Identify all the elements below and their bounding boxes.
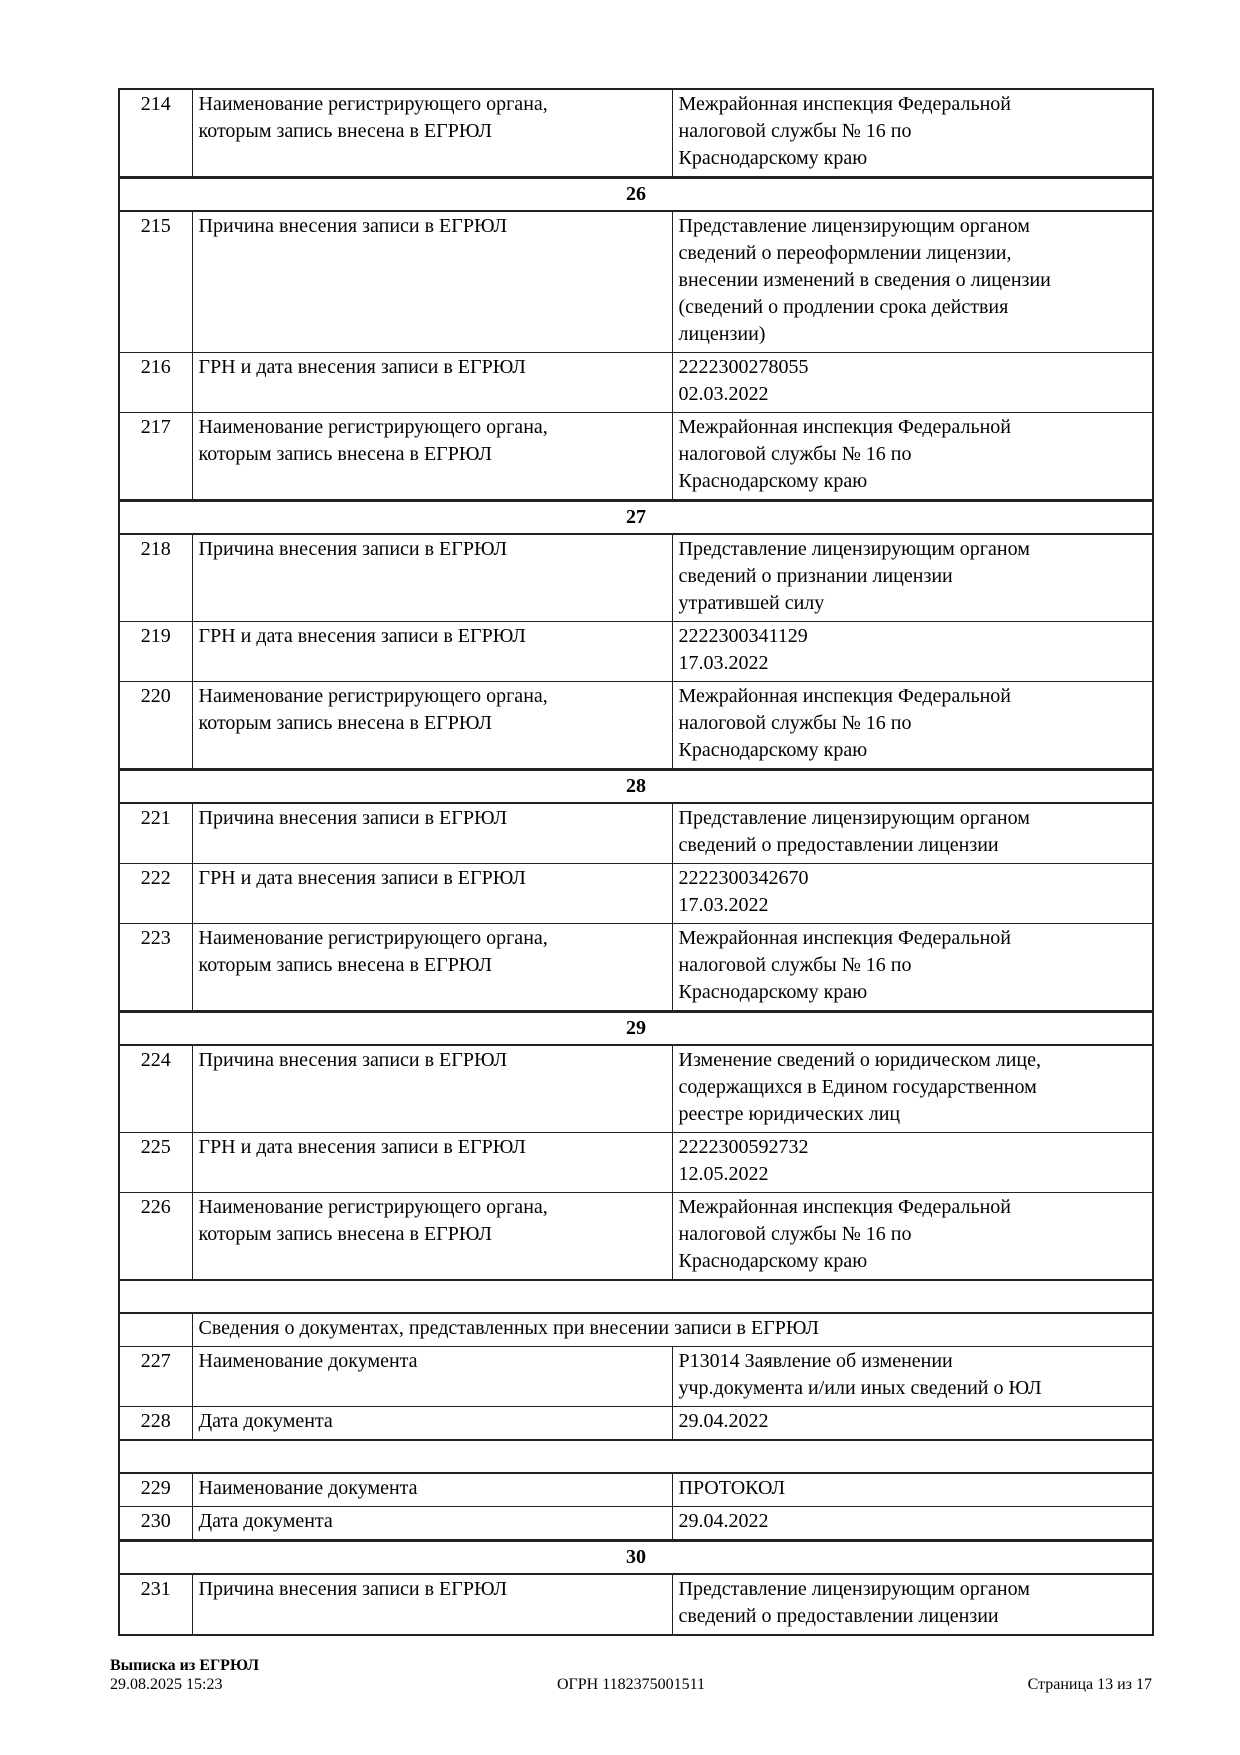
record-row-223 <box>119 924 1153 1012</box>
field-name-line: Причина внесения записи в ЕГРЮЛ <box>198 215 508 237</box>
field-value-cell <box>672 1193 1153 1281</box>
field-value-cell <box>672 864 1153 924</box>
spacer-cell <box>119 1440 1153 1473</box>
field-name-line: Наименование регистрирующего органа, <box>198 685 548 707</box>
field-name-cell <box>192 1574 672 1635</box>
field-name-cell <box>192 1407 672 1441</box>
field-name-cell <box>192 1133 672 1193</box>
field-name-line: Наименование документа <box>198 1477 418 1499</box>
field-value-cell <box>672 1133 1153 1193</box>
section-number: 29 <box>119 1012 1153 1046</box>
field-value-line: Межрайонная инспекция Федеральной <box>678 93 1011 115</box>
field-value-line: налоговой службы № 16 по <box>678 1223 912 1245</box>
documents-subheader-row <box>119 1313 1153 1347</box>
record-number-cell: 226 <box>119 1193 192 1281</box>
field-value-line: Межрайонная инспекция Федеральной <box>678 1196 1011 1218</box>
record-row-218 <box>119 534 1153 622</box>
footer-page-number: Страница 13 из 17 <box>1027 1676 1152 1693</box>
record-number-cell: 221 <box>119 803 192 864</box>
record-number-cell: 223 <box>119 924 192 1012</box>
field-value-cell <box>672 1407 1153 1441</box>
field-value-cell <box>672 1347 1153 1407</box>
record-row-222 <box>119 864 1153 924</box>
record-row-227 <box>119 1347 1153 1407</box>
field-value-line: Межрайонная инспекция Федеральной <box>678 685 1011 707</box>
record-row-225 <box>119 1133 1153 1193</box>
documents-subheader-title: Сведения о документах, представленных при внесении записи в ЕГРЮЛ <box>192 1313 1153 1347</box>
field-value-cell <box>672 211 1153 353</box>
field-value-line: налоговой службы № 16 по <box>678 954 912 976</box>
field-name-line: которым запись внесена в ЕГРЮЛ <box>198 712 492 734</box>
record-number-cell: 214 <box>119 89 192 178</box>
field-value-cell <box>672 353 1153 413</box>
field-name-cell <box>192 1193 672 1281</box>
field-value-line: утратившей силу <box>678 592 825 614</box>
field-value-line: Краснодарскому краю <box>678 470 868 492</box>
field-name-cell <box>192 413 672 501</box>
footer-datetime: 29.08.2025 15:23 <box>110 1676 223 1693</box>
record-row-226 <box>119 1193 1153 1281</box>
section-number: 30 <box>119 1541 1153 1575</box>
field-name-cell <box>192 803 672 864</box>
record-number-cell: 227 <box>119 1347 192 1407</box>
field-value-line: Краснодарскому краю <box>678 1250 868 1272</box>
field-name-line: Дата документа <box>198 1410 333 1432</box>
record-row-224 <box>119 1045 1153 1133</box>
field-value-cell <box>672 803 1153 864</box>
field-value-line: Представление лицензирующим органом <box>678 807 1030 829</box>
record-row-219 <box>119 622 1153 682</box>
field-value-line: Представление лицензирующим органом <box>678 215 1030 237</box>
field-value-line: реестре юридических лиц <box>678 1103 901 1125</box>
page-footer <box>110 1656 1152 1696</box>
field-value-line: Представление лицензирующим органом <box>678 538 1030 560</box>
field-value-cell <box>672 1473 1153 1507</box>
record-number-cell: 225 <box>119 1133 192 1193</box>
record-row-215 <box>119 211 1153 353</box>
record-row-221 <box>119 803 1153 864</box>
record-row-229 <box>119 1473 1153 1507</box>
field-name-line: ГРН и дата внесения записи в ЕГРЮЛ <box>198 867 526 889</box>
record-number-cell: 224 <box>119 1045 192 1133</box>
section-header-row <box>119 1012 1153 1046</box>
field-value-cell <box>672 534 1153 622</box>
record-number-cell: 222 <box>119 864 192 924</box>
field-value-line: сведений о предоставлении лицензии <box>678 834 999 856</box>
record-number-cell: 229 <box>119 1473 192 1507</box>
field-value-line: Р13014 Заявление об изменении <box>678 1350 953 1372</box>
field-value-cell <box>672 1574 1153 1635</box>
record-number-cell: 220 <box>119 682 192 770</box>
field-value-line: 12.05.2022 <box>678 1163 769 1185</box>
field-name-line: ГРН и дата внесения записи в ЕГРЮЛ <box>198 1136 526 1158</box>
field-value-cell <box>672 1507 1153 1541</box>
field-value-line: Представление лицензирующим органом <box>678 1578 1030 1600</box>
section-number: 28 <box>119 770 1153 804</box>
field-value-line: ПРОТОКОЛ <box>678 1477 786 1499</box>
field-value-cell <box>672 682 1153 770</box>
field-value-line: 2222300278055 <box>678 356 809 378</box>
field-value-line: учр.документа и/или иных сведений о ЮЛ <box>678 1377 1042 1399</box>
field-value-line: сведений о признании лицензии <box>678 565 953 587</box>
field-name-cell <box>192 682 672 770</box>
field-value-line: сведений о переоформлении лицензии, <box>678 242 1012 264</box>
field-name-line: Наименование регистрирующего органа, <box>198 1196 548 1218</box>
field-name-cell <box>192 353 672 413</box>
field-value-line: (сведений о продлении срока действия <box>678 296 1009 318</box>
field-name-line: Причина внесения записи в ЕГРЮЛ <box>198 1049 508 1071</box>
field-value-line: налоговой службы № 16 по <box>678 443 912 465</box>
field-value-line: 2222300342670 <box>678 867 809 889</box>
record-row-231 <box>119 1574 1153 1635</box>
field-name-cell <box>192 89 672 178</box>
record-number-cell: 228 <box>119 1407 192 1441</box>
field-value-cell <box>672 622 1153 682</box>
field-name-line: которым запись внесена в ЕГРЮЛ <box>198 120 492 142</box>
field-name-line: которым запись внесена в ЕГРЮЛ <box>198 443 492 465</box>
field-name-line: Наименование регистрирующего органа, <box>198 93 548 115</box>
field-value-line: Межрайонная инспекция Федеральной <box>678 927 1011 949</box>
field-name-line: ГРН и дата внесения записи в ЕГРЮЛ <box>198 356 526 378</box>
record-number-cell: 216 <box>119 353 192 413</box>
field-name-cell <box>192 622 672 682</box>
record-row-216 <box>119 353 1153 413</box>
section-header-row <box>119 178 1153 212</box>
field-value-line: 17.03.2022 <box>678 894 769 916</box>
field-value-line: 2222300592732 <box>678 1136 809 1158</box>
record-number-cell: 215 <box>119 211 192 353</box>
record-number-cell: 217 <box>119 413 192 501</box>
field-value-line: 29.04.2022 <box>678 1510 769 1532</box>
field-value-line: Изменение сведений о юридическом лице, <box>678 1049 1042 1071</box>
field-value-cell <box>672 89 1153 178</box>
spacer-row <box>119 1280 1153 1313</box>
field-name-line: Наименование регистрирующего органа, <box>198 416 548 438</box>
field-name-line: Наименование документа <box>198 1350 418 1372</box>
field-value-line: 29.04.2022 <box>678 1410 769 1432</box>
record-number-cell: 219 <box>119 622 192 682</box>
field-name-line: Причина внесения записи в ЕГРЮЛ <box>198 807 508 829</box>
field-value-line: сведений о предоставлении лицензии <box>678 1605 999 1627</box>
field-value-line: налоговой службы № 16 по <box>678 712 912 734</box>
record-number-cell: 231 <box>119 1574 192 1635</box>
field-name-cell <box>192 534 672 622</box>
field-value-line: содержащихся в Едином государственном <box>678 1076 1037 1098</box>
field-value-cell <box>672 413 1153 501</box>
section-header-row <box>119 770 1153 804</box>
record-row-214 <box>119 89 1153 178</box>
field-name-cell <box>192 211 672 353</box>
section-header-row <box>119 1541 1153 1575</box>
section-number: 26 <box>119 178 1153 212</box>
field-name-cell <box>192 864 672 924</box>
field-value-line: 02.03.2022 <box>678 383 769 405</box>
field-name-cell <box>192 1347 672 1407</box>
record-row-230 <box>119 1507 1153 1541</box>
field-value-line: Краснодарскому краю <box>678 147 868 169</box>
field-name-line: которым запись внесена в ЕГРЮЛ <box>198 954 492 976</box>
footer-doc-type: Выписка из ЕГРЮЛ <box>110 1657 260 1674</box>
field-name-line: которым запись внесена в ЕГРЮЛ <box>198 1223 492 1245</box>
field-name-line: Дата документа <box>198 1510 333 1532</box>
section-header-row <box>119 501 1153 535</box>
field-name-cell <box>192 1045 672 1133</box>
footer-ogrn: ОГРН 1182375001511 <box>556 1676 706 1693</box>
spacer-cell <box>119 1280 1153 1313</box>
record-number-cell: 230 <box>119 1507 192 1541</box>
record-row-228 <box>119 1407 1153 1441</box>
record-number-cell: 218 <box>119 534 192 622</box>
field-value-line: Краснодарскому краю <box>678 981 868 1003</box>
empty-number-cell <box>119 1313 192 1347</box>
field-value-line: Межрайонная инспекция Федеральной <box>678 416 1011 438</box>
spacer-row <box>119 1440 1153 1473</box>
field-value-line: Краснодарскому краю <box>678 739 868 761</box>
field-name-line: Причина внесения записи в ЕГРЮЛ <box>198 538 508 560</box>
field-value-cell <box>672 924 1153 1012</box>
field-name-line: ГРН и дата внесения записи в ЕГРЮЛ <box>198 625 526 647</box>
section-number: 27 <box>119 501 1153 535</box>
field-name-line: Причина внесения записи в ЕГРЮЛ <box>198 1578 508 1600</box>
egrul-records-table <box>118 88 1154 1636</box>
field-name-cell <box>192 1507 672 1541</box>
field-value-cell <box>672 1045 1153 1133</box>
record-row-220 <box>119 682 1153 770</box>
field-value-line: 17.03.2022 <box>678 652 769 674</box>
field-value-line: внесении изменений в сведения о лицензии <box>678 269 1051 291</box>
field-name-line: Наименование регистрирующего органа, <box>198 927 548 949</box>
field-value-line: 2222300341129 <box>678 625 808 647</box>
field-value-line: лицензии) <box>678 323 766 345</box>
field-value-line: налоговой службы № 16 по <box>678 120 912 142</box>
field-name-cell <box>192 1473 672 1507</box>
field-name-cell <box>192 924 672 1012</box>
record-row-217 <box>119 413 1153 501</box>
